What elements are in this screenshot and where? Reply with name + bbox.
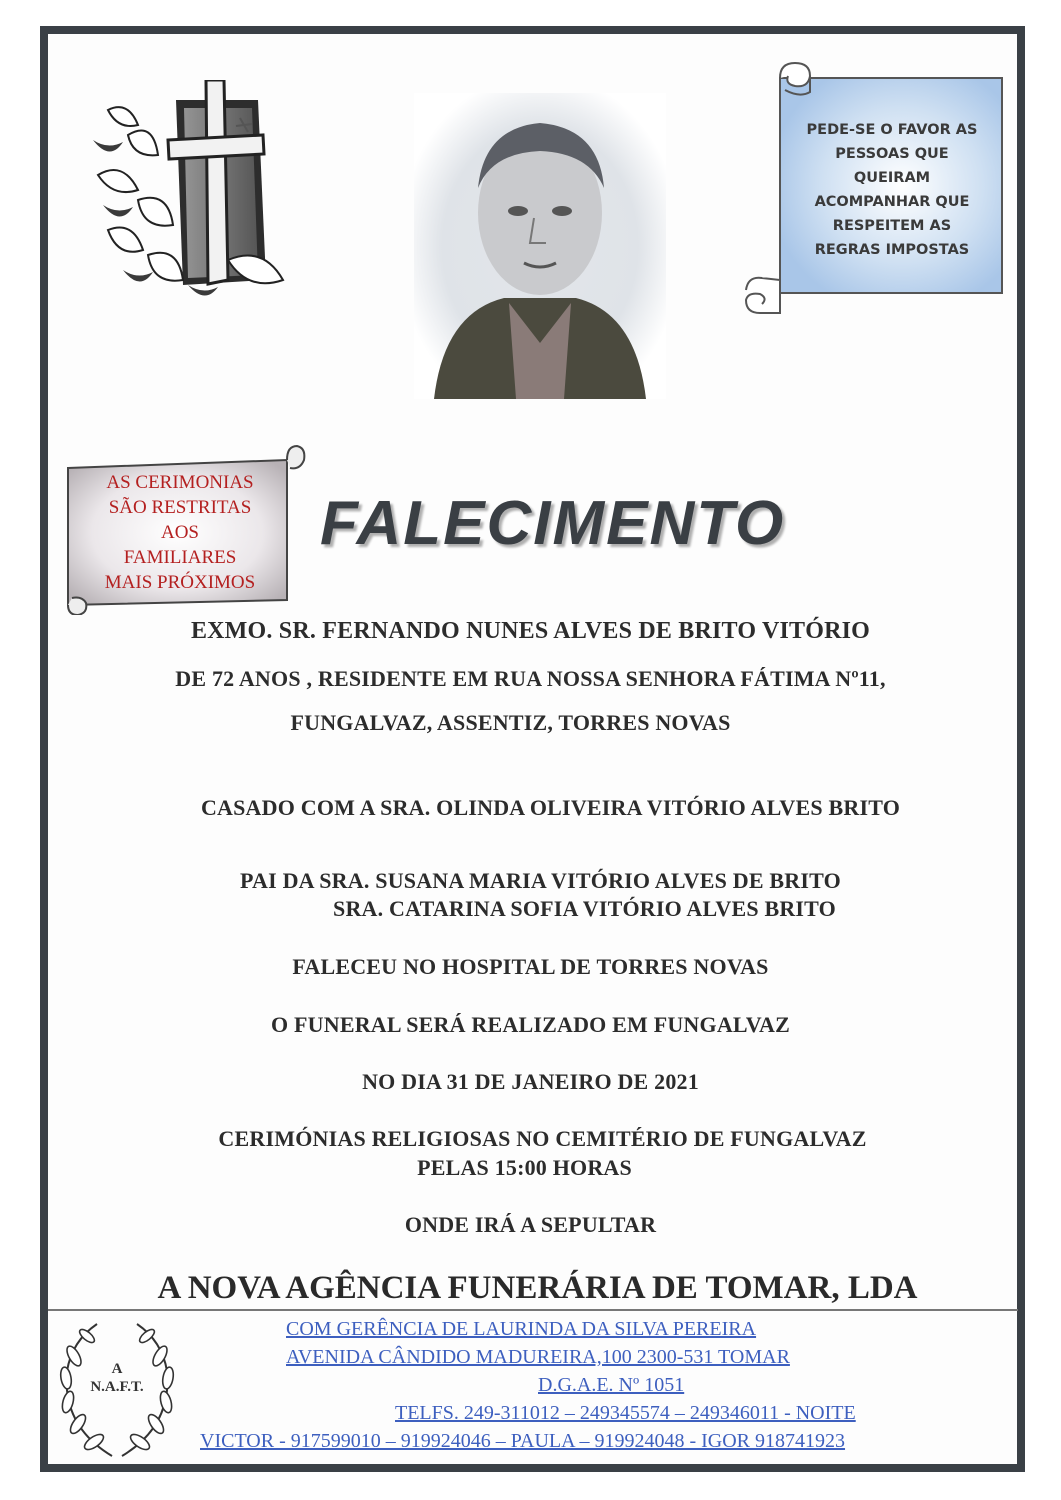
- deceased-name: EXMO. SR. FERNANDO NUNES ALVES DE BRITO VITÓRIO: [190, 618, 871, 644]
- logo-text: [52, 1360, 182, 1396]
- notice-left-line: SÃO RESTRITAS: [108, 497, 252, 518]
- agency-dgae[interactable]: D.G.A.E. Nº 1051: [538, 1374, 685, 1396]
- agency-address[interactable]: AVENIDA CÂNDIDO MADUREIRA,100 2300-531 TOMAR: [286, 1346, 790, 1368]
- locality: FUNGALVAZ, ASSENTIZ, TORRES NOVAS: [290, 710, 731, 735]
- burial-info: ONDE IRÁ A SEPULTAR: [404, 1212, 657, 1237]
- funeral-date: NO DIA 31 DE JANEIRO DE 2021: [362, 1069, 699, 1094]
- notice-right-line: RESPEITEM AS: [832, 218, 952, 234]
- notice-right-line: REGRAS IMPOSTAS: [814, 242, 970, 258]
- notice-scroll-right: [740, 58, 1010, 320]
- page-title: FALECIMENTO: [320, 489, 786, 558]
- agency-contacts[interactable]: VICTOR - 917599010 – 919924046 – PAULA – 919924048 - IGOR 918741923: [200, 1430, 846, 1452]
- ceremony-time: PELAS 15:00 HORAS: [417, 1155, 632, 1180]
- notice-left-line: AS CERIMONIAS: [106, 472, 254, 493]
- notice-right-line: ACOMPANHAR QUE: [814, 194, 970, 210]
- funeral-location: O FUNERAL SERÁ REALIZADO EM FUNGALVAZ: [271, 1012, 790, 1037]
- agency-management[interactable]: COM GERÊNCIA DE LAURINDA DA SILVA PEREIRA: [286, 1318, 757, 1340]
- age-address: DE 72 ANOS , RESIDENTE EM RUA NOSSA SENHORA FÁTIMA Nº11,: [175, 666, 886, 691]
- agency-name: A NOVA AGÊNCIA FUNERÁRIA DE TOMAR, LDA: [157, 1270, 918, 1306]
- logo-text-line: A: [111, 1361, 123, 1377]
- notice-right-line: QUEIRAM: [853, 170, 931, 186]
- death-place: FALECEU NO HOSPITAL DE TORRES NOVAS: [292, 954, 769, 979]
- divider: [48, 1309, 1018, 1311]
- notice-left-line: FAMILIARES: [123, 547, 237, 568]
- cross-with-lilies-icon: [88, 80, 288, 305]
- notice-scroll-left: [62, 440, 307, 615]
- ceremony-info: CERIMÓNIAS RELIGIOSAS NO CEMITÉRIO DE FUNGALVAZ: [218, 1126, 867, 1151]
- spouse: CASADO COM A SRA. OLINDA OLIVEIRA VITÓRIO ALVES BRITO: [200, 795, 901, 820]
- child-2: SRA. CATARINA SOFIA VITÓRIO ALVES BRITO: [333, 896, 836, 921]
- notice-left-line: MAIS PRÓXIMOS: [104, 572, 256, 593]
- logo-text-line: N.A.F.T.: [90, 1379, 144, 1395]
- notice-right-line: PESSOAS QUE: [835, 146, 949, 162]
- notice-left-line: AOS: [160, 522, 199, 543]
- child-1: PAI DA SRA. SUSANA MARIA VITÓRIO ALVES DE BRITO: [240, 868, 841, 893]
- agency-phones[interactable]: TELFS. 249-311012 – 249345574 – 249346011 - NOITE: [395, 1402, 856, 1424]
- portrait-silhouette-icon: [414, 93, 666, 399]
- deceased-portrait: [414, 93, 666, 399]
- notice-right-line: PEDE-SE O FAVOR AS: [806, 122, 978, 138]
